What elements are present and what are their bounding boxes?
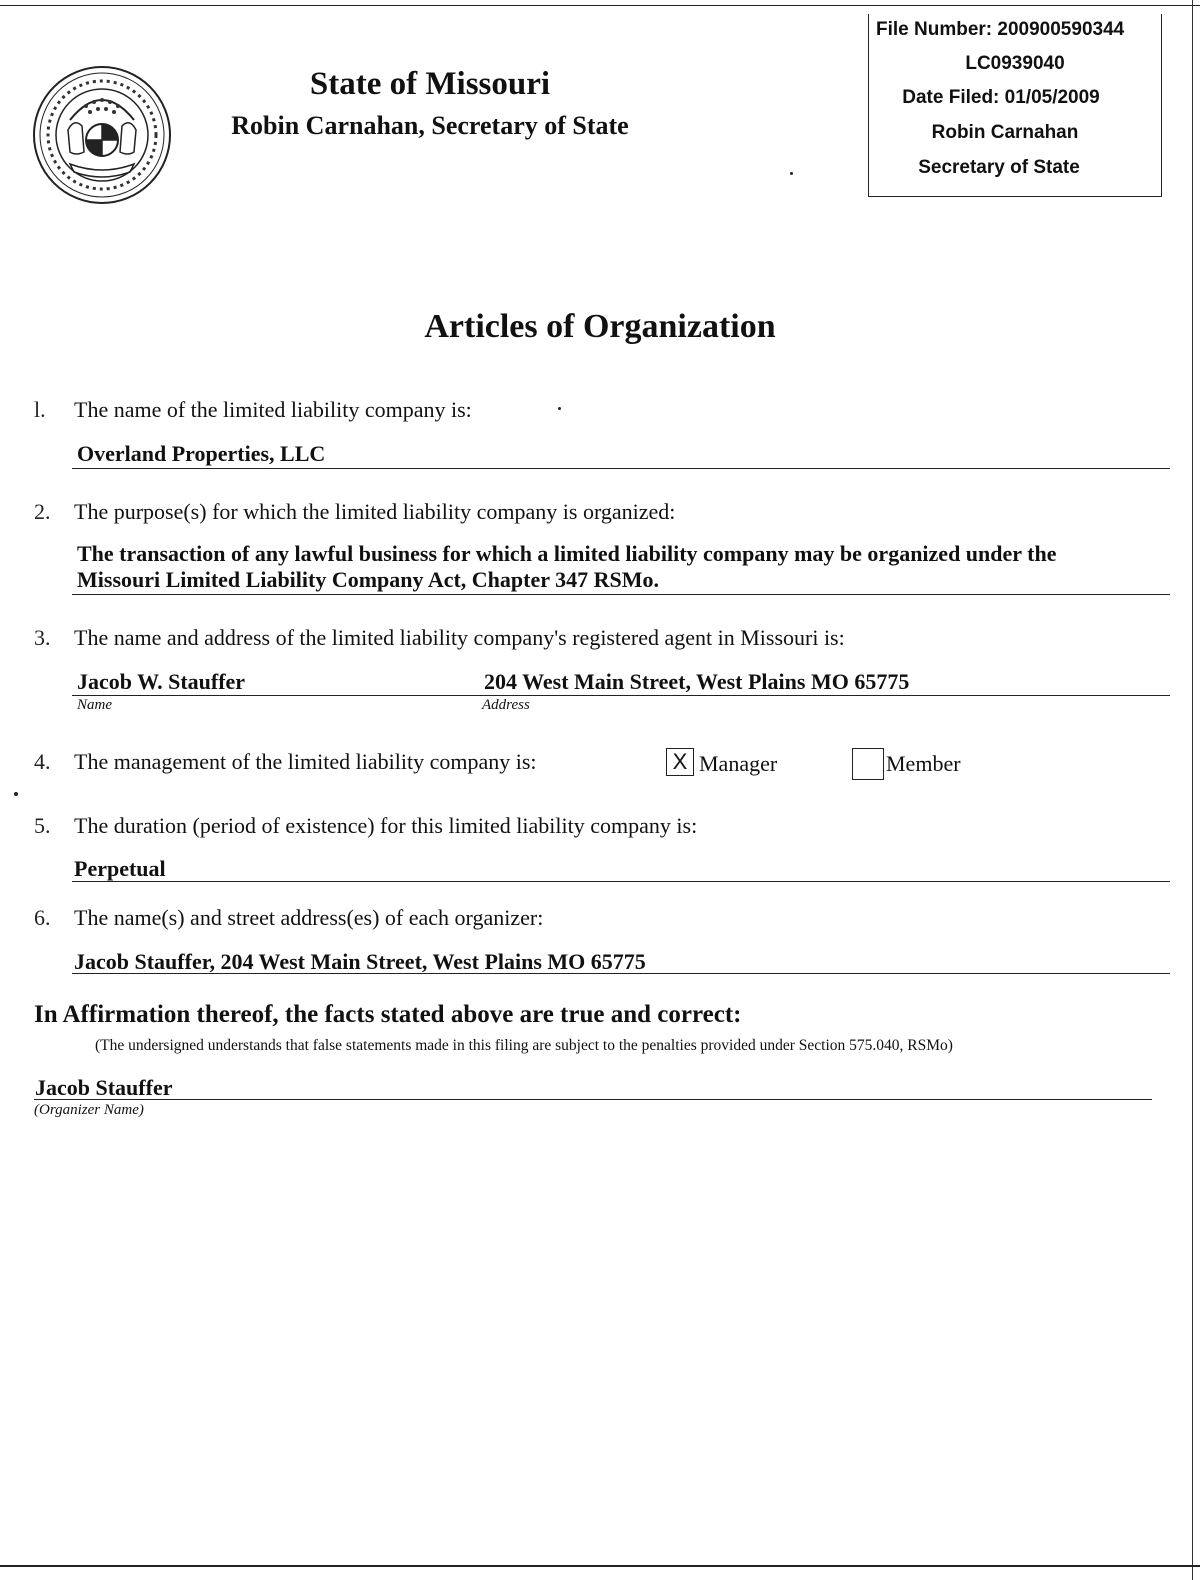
purpose-value-line-1: The transaction of any lawful business for which a limited liability company may be organized under the [77,541,1057,566]
item-5-prompt: The duration (period of existence) for this limited liability company is: [74,813,698,838]
organizer-signature-line [34,1099,1152,1100]
document-title: Articles of Organization [424,308,776,345]
item-5-number: 5. [34,813,51,838]
organizer-line [72,973,1170,974]
company-name-line [72,468,1170,469]
item-3-prompt: The name and address of the limited liability company's registered agent in Missouri is: [74,625,845,650]
item-4-number: 4. [34,749,51,774]
agent-address-value: 204 West Main Street, West Plains MO 65775 [484,669,910,694]
item-3-number: 3. [34,625,51,650]
stamp-secretary-name: Robin Carnahan [931,122,1079,143]
affirmation-heading: In Affirmation thereof, the facts stated above are true and correct: [34,1001,742,1028]
document-id: LC0939040 [965,53,1065,74]
item-2-number: 2. [34,499,51,524]
stamp-secretary-title: Secretary of State [918,157,1080,178]
manager-option-label: Manager [699,751,778,776]
item-6-prompt: The name(s) and street address(es) of each organizer: [74,905,544,930]
top-scan-edge [0,5,1200,6]
duration-line [72,881,1170,882]
agent-name-value: Jacob W. Stauffer [77,669,246,694]
item-1-number: l. [34,397,46,422]
member-option-label: Member [886,751,961,776]
purpose-value-line-2: Missouri Limited Liability Company Act, Chapter 347 RSMo. [77,567,660,592]
agent-address-caption: Address [482,697,530,713]
scan-speck [14,792,18,796]
item-6-number: 6. [34,905,51,930]
state-seal-icon [30,60,174,210]
affirmation-note: (The undersigned understands that false statements made in this filing are subject to the penalties provided under Section 575.040, RSMo) [95,1037,953,1054]
agent-name-caption: Name [77,697,112,713]
secretary-of-state-line: Robin Carnahan, Secretary of State [231,111,629,140]
date-filed: Date Filed: 01/05/2009 [902,87,1100,108]
organizer-value: Jacob Stauffer, 204 West Main Street, West Plains MO 65775 [74,949,646,974]
organizer-signature-name: Jacob Stauffer [35,1075,173,1100]
company-name-value: Overland Properties, LLC [77,441,326,466]
right-scan-edge [1192,0,1193,1580]
manager-checkbox[interactable]: X [666,748,694,776]
state-title: State of Missouri [309,66,551,102]
scan-speck [790,172,793,175]
member-checkbox[interactable] [852,748,884,780]
item-2-prompt: The purpose(s) for which the limited liability company is organized: [74,499,676,524]
purpose-line [72,594,1170,595]
organizer-name-caption: (Organizer Name) [34,1102,144,1118]
item-4-prompt: The management of the limited liability company is: [74,749,537,774]
agent-line [72,695,1170,696]
bottom-scan-edge [0,1565,1200,1567]
item-1-prompt: The name of the limited liability company is: [74,397,472,422]
file-number: File Number: 200900590344 [876,19,1125,40]
filing-stamp-box [868,14,1162,197]
duration-value: Perpetual [74,856,166,881]
scan-speck [558,407,561,410]
